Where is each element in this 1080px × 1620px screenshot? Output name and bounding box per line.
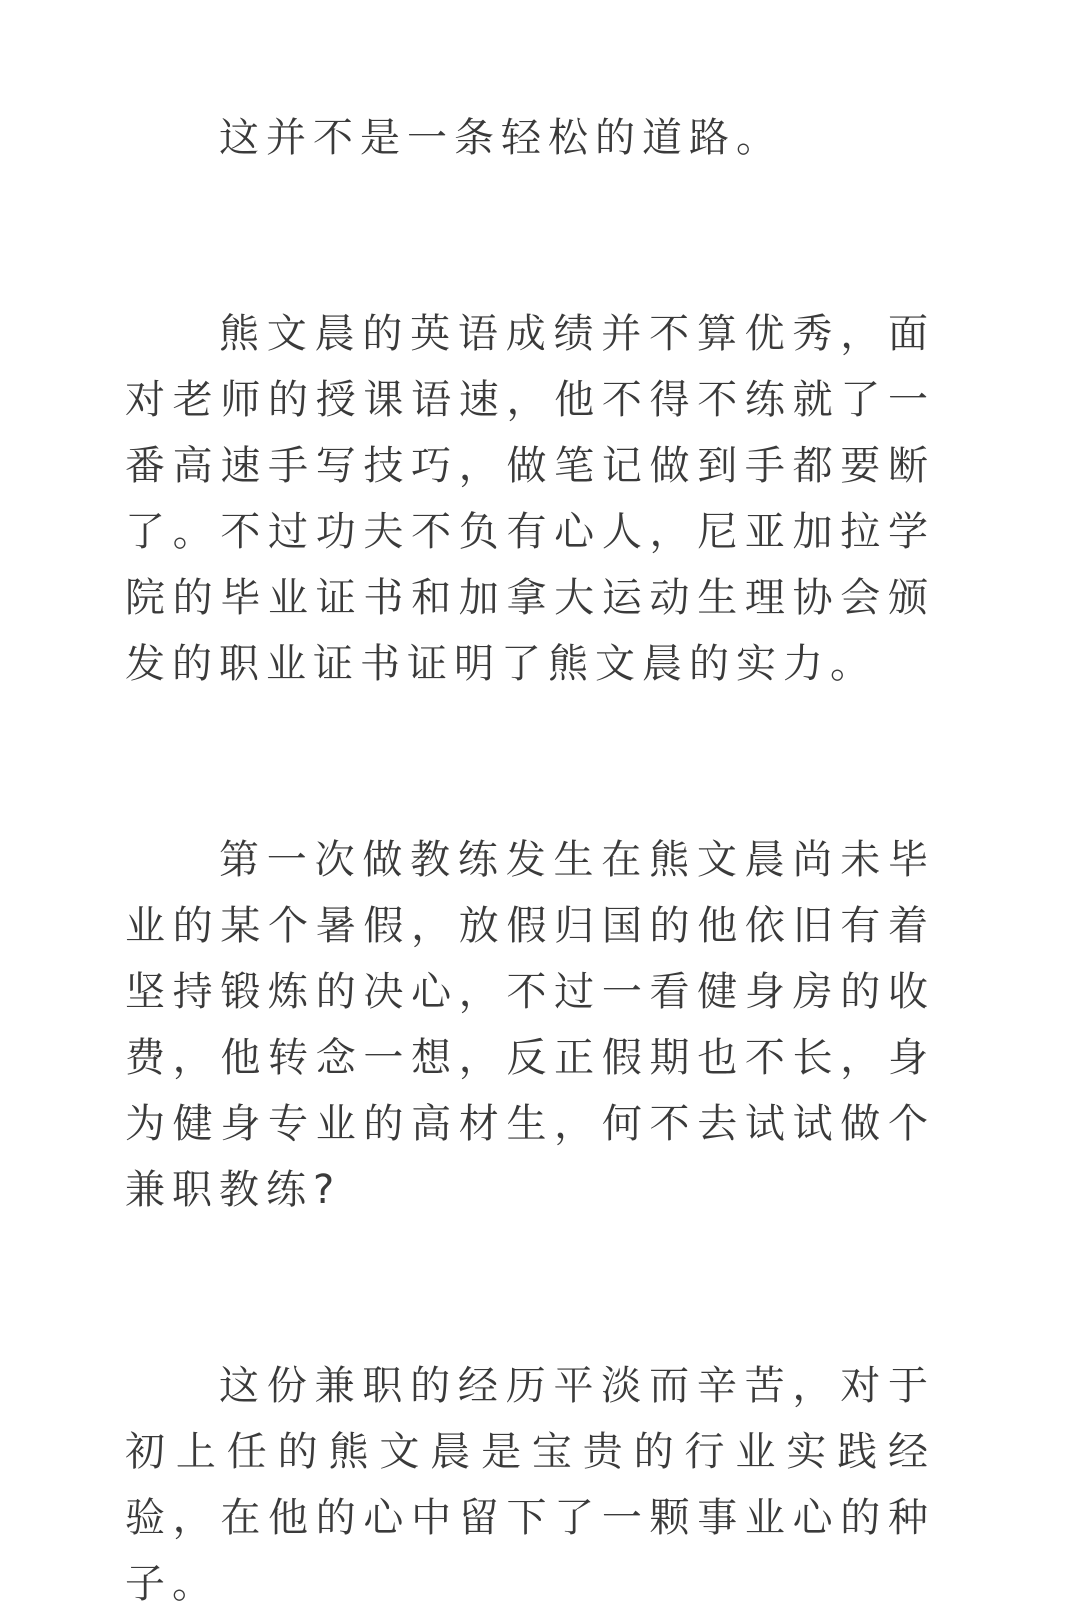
paragraph-study: 熊文晨的英语成绩并不算优秀，面对老师的授课语速，他不得不练就了一番高速手写技巧，做笔记做到手都要断了。不过功夫不负有心人，尼亚加拉学院的毕业证书和加拿大运动生理协会颁发的职业证书证明了熊文晨的实力。	[125, 311, 935, 687]
article-body	[125, 105, 935, 1617]
paragraph-intro: 这并不是一条轻松的道路。	[219, 115, 783, 161]
paragraph-first-coaching: 第一次做教练发生在熊文晨尚未毕业的某个暑假，放假归国的他依旧有着坚持锻炼的决心，不过一看健身房的收费，他转念一想，反正假期也不长，身为健身专业的高材生，何不去试试做个兼职教练?	[125, 837, 935, 1213]
paragraph-experience: 这份兼职的经历平淡而辛苦，对于初上任的熊文晨是宝贵的行业实践经验，在他的心中留下了一颗事业心的种子。	[125, 1363, 935, 1607]
